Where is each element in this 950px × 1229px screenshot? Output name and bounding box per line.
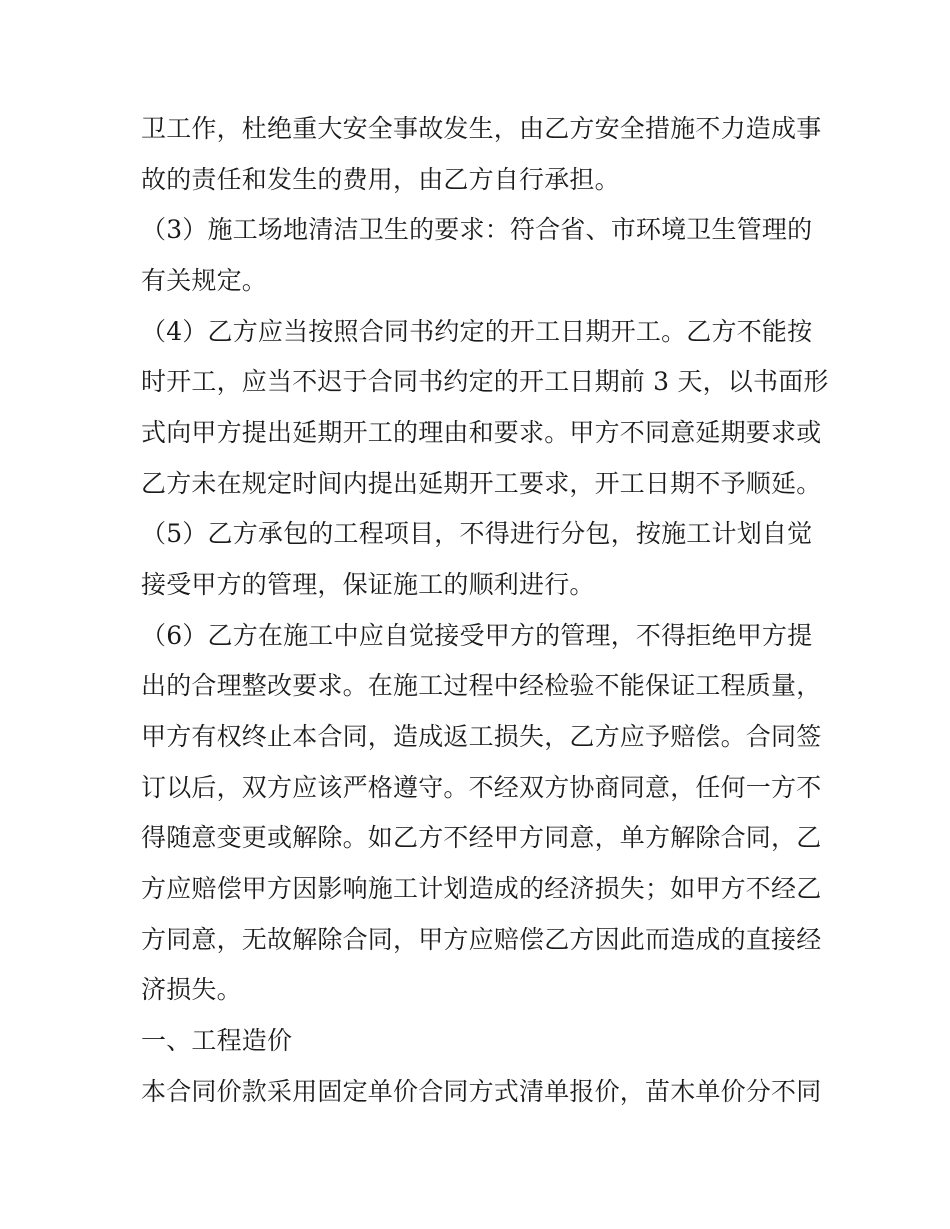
text-line: 方同意，无故解除合同，甲方应赔偿乙方因此而造成的直接经 — [141, 925, 822, 954]
text-line: （5）乙方承包的工程项目，不得进行分包，按施工计划自觉 — [141, 519, 813, 548]
text-line: 本合同价款采用固定单价合同方式清单报价，苗木单价分不同 — [141, 1077, 822, 1106]
text-line: 乙方未在规定时间内提出延期开工要求，开工日期不予顺延。 — [141, 469, 822, 498]
text-line: 故的责任和发生的费用，由乙方自行承担。 — [141, 165, 620, 194]
text-line: 订以后，双方应该严格遵守。不经双方协商同意，任何一方不 — [141, 773, 822, 802]
text-line: 式向甲方提出延期开工的理由和要求。甲方不同意延期要求或 — [141, 418, 822, 447]
text-line: （3）施工场地清洁卫生的要求：符合省、市环境卫生管理的 — [141, 215, 813, 244]
text-line: 得随意变更或解除。如乙方不经甲方同意，单方解除合同，乙 — [141, 823, 822, 852]
text-line: （4）乙方应当按照合同书约定的开工日期开工。乙方不能按 — [141, 317, 813, 346]
text-line: 方应赔偿甲方因影响施工计划造成的经济损失；如甲方不经乙 — [141, 874, 822, 903]
text-line: 济损失。 — [141, 975, 242, 1004]
text-line: （6）乙方在施工中应自觉接受甲方的管理，不得拒绝甲方提 — [141, 621, 813, 650]
text-line: 出的合理整改要求。在施工过程中经检验不能保证工程质量， — [141, 671, 822, 700]
text-line: 有关规定。 — [141, 266, 268, 295]
section-heading: 一、工程造价 — [141, 1026, 293, 1055]
text-line: 时开工，应当不迟于合同书约定的开工日期前 3 天，以书面形 — [141, 367, 829, 396]
text-line: 接受甲方的管理，保证施工的顺利进行。 — [141, 570, 595, 599]
text-line: 甲方有权终止本合同，造成返工损失，乙方应予赔偿。合同签 — [141, 722, 822, 751]
text-line: 卫工作，杜绝重大安全事故发生，由乙方安全措施不力造成事 — [141, 114, 822, 143]
